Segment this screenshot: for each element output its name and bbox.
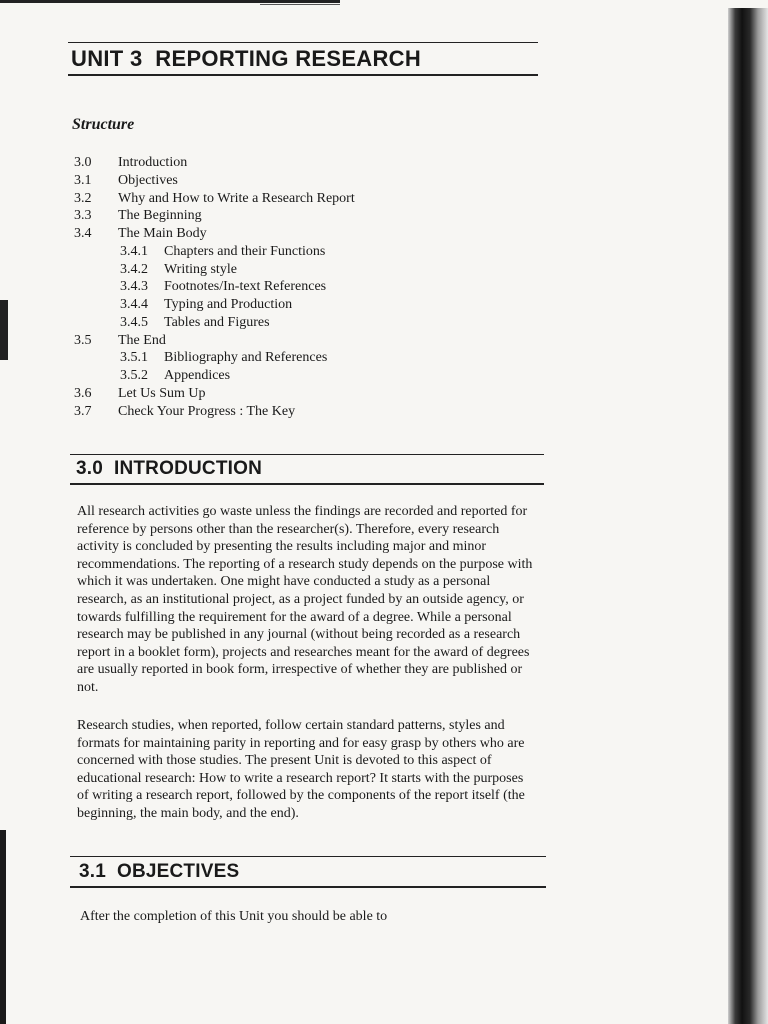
introduction-heading: 3.0 INTRODUCTION bbox=[76, 458, 263, 479]
toc-number: 3.4.3 bbox=[120, 279, 148, 295]
toc-label: Bibliography and References bbox=[164, 350, 328, 366]
introduction-top-rule bbox=[70, 454, 544, 455]
toc-label: Tables and Figures bbox=[164, 314, 270, 330]
unit-title: UNIT 3 REPORTING RESEARCH bbox=[71, 46, 422, 71]
toc-number: 3.4.1 bbox=[120, 243, 148, 259]
objectives-bottom-rule bbox=[70, 886, 546, 888]
introduction-bottom-rule bbox=[70, 483, 544, 485]
toc-label: The Beginning bbox=[118, 208, 202, 224]
scan-artifact-left-mark bbox=[0, 300, 8, 360]
scan-artifact-left-edge bbox=[0, 830, 6, 1024]
scan-binding-shadow bbox=[728, 8, 768, 1024]
toc-number: 3.3 bbox=[74, 208, 92, 224]
toc-number: 3.4.2 bbox=[120, 261, 148, 277]
toc-number: 3.4 bbox=[74, 226, 92, 241]
introduction-paragraph: All research activities go waste unless the findings are recorded and reported for reference by persons other than the researcher(s). Therefore, every research activity is concluded by presenting the results including major and minor recommendations. The reporting of a research study depends on the purpose with which it was undertaken. One might have conducted a study as a personal research, as an institutional project, as a project funded by an outside agency, or towards fulfilling the requirement for the award of a degree. While a personal research may be published in any journal (without being recorded as a research report in a booklet form), projects and researches meant for the award of degrees are usually reported in book form, irrespective of whether they are published or not. bbox=[77, 504, 533, 695]
toc-label: The End bbox=[118, 332, 166, 348]
scan-artifact-top-line bbox=[0, 0, 340, 3]
scan-artifact-top-line-thin bbox=[260, 4, 340, 5]
toc-number: 3.4.4 bbox=[120, 297, 148, 312]
toc-label: Objectives bbox=[118, 172, 178, 188]
toc-number: 3.7 bbox=[74, 403, 92, 419]
toc-number: 3.6 bbox=[74, 385, 92, 401]
toc-number: 3.5.1 bbox=[120, 350, 148, 366]
toc-number: 3.0 bbox=[74, 155, 92, 170]
toc-label: Writing style bbox=[164, 261, 237, 277]
toc-label: Typing and Production bbox=[164, 297, 293, 312]
toc-label: Let Us Sum Up bbox=[118, 385, 206, 401]
objectives-intro: After the completion of this Unit you should be able to bbox=[80, 909, 388, 924]
objectives-top-rule bbox=[70, 856, 546, 857]
toc-number: 3.5 bbox=[74, 332, 92, 348]
introduction-paragraph: Research studies, when reported, follow certain standard patterns, styles and formats for maintaining parity in reporting and for easy grasp by others who are concerned with those studies. The present Unit is devoted to this aspect of educational research: How to write a research report? It starts with the purposes of writing a research report, followed by the components of the report itself (the beginning, the main body, and the end). bbox=[77, 718, 525, 821]
toc-label: Chapters and their Functions bbox=[164, 243, 326, 259]
toc-number: 3.4.5 bbox=[120, 314, 148, 330]
toc-number: 3.2 bbox=[74, 190, 92, 206]
unit-title-bottom-rule bbox=[68, 74, 538, 76]
objectives-heading: 3.1 OBJECTIVES bbox=[79, 861, 240, 882]
toc-label: Why and How to Write a Research Report bbox=[118, 190, 355, 206]
toc-label: Check Your Progress : The Key bbox=[118, 403, 296, 419]
toc-label: Appendices bbox=[164, 368, 231, 383]
toc-number: 3.5.2 bbox=[120, 368, 148, 383]
toc-number: 3.1 bbox=[74, 172, 92, 188]
toc-label: Introduction bbox=[118, 155, 188, 170]
unit-title-top-rule bbox=[68, 42, 538, 43]
toc-label: Footnotes/In-text References bbox=[164, 279, 327, 295]
structure-heading: Structure bbox=[72, 116, 135, 133]
toc-label: The Main Body bbox=[118, 226, 207, 241]
